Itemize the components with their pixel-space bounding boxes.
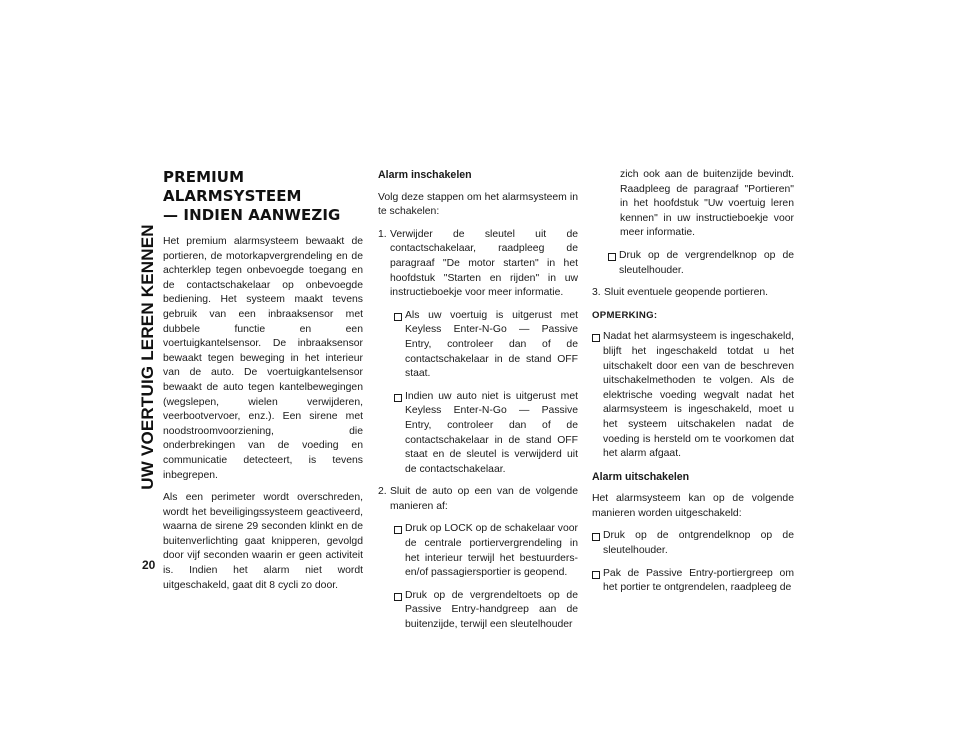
column-right [592, 168, 794, 604]
checkbox-bullet-icon [394, 593, 402, 601]
step-2-bullet-2 [394, 589, 578, 633]
step-text: Sluit eventuele geopende portieren. [604, 287, 769, 299]
page-number: 20 [142, 558, 156, 572]
step-2-bullet-3 [608, 249, 794, 278]
step-number: 1. [378, 228, 387, 240]
step-1-bullet-2 [394, 390, 578, 478]
bullet-text: Pak de Passive Entry-portiergreep om het portier te ontgrendelen, raadpleeg de [603, 567, 794, 594]
checkbox-bullet-icon [394, 394, 402, 402]
step-text: Sluit de auto op een van de volgende manieren af: [390, 486, 578, 512]
step-1-bullet-1 [394, 309, 578, 382]
note-bullet [592, 330, 794, 461]
disarm-bullet-1 [592, 529, 794, 558]
bullet-text: Druk op de vergrendelknop op de sleutelhouder. [619, 249, 794, 276]
column-middle [378, 168, 578, 641]
arm-alarm-heading: Alarm inschakelen [378, 169, 472, 181]
section-title [163, 168, 363, 225]
step-2 [378, 485, 578, 514]
step-2-bullet-1 [394, 522, 578, 580]
checkbox-bullet-icon [608, 253, 616, 261]
checkbox-bullet-icon [592, 571, 600, 579]
note-label: OPMERKING: [592, 309, 658, 321]
checkbox-bullet-icon [592, 334, 600, 342]
bullet-text: Druk op de vergrendeltoets op de Passive Entry-handgreep aan de buitenzijde, terwijl een sleutelhouder [405, 589, 578, 631]
checkbox-bullet-icon [592, 533, 600, 541]
section-title-line-1: PREMIUM ALARMSYSTEEM [163, 168, 302, 205]
intro-paragraph: Het premium alarmsysteem bewaakt de portieren, de motorkapvergrendeling en de achterklep tegen onbevoegde toegang en de contactschakelaar op onbevoegde bediening. Het systeem maakt tevens gebruik van een inbraaksensor met dubbele functie en een voertuigkantelsensor. De inbraaksensor bewaakt tegen beweging in het interieur van de auto. De voertuigkantelsensor bewaakt de auto tegen kantelbewegingen (wegslepen, wielen verwijderen, veerbootvervoer, enz.). Een sirene met noodstroomvoorziening, die onderbrekingen van de voeding en communicatie detecteert, is tevens inbegrepen. [163, 236, 363, 481]
disarm-intro: Het alarmsysteem kan op de volgende manieren worden uitgeschakeld: [592, 493, 794, 519]
step-1 [378, 228, 578, 301]
bullet-text: Nadat het alarmsysteem is ingeschakeld, blijft het ingeschakeld totdat u het uitschakelt door een van de beschreven uitschakelmethoden te volgen. Als de elektrische voeding wegvalt nadat het alarmsysteem is ingeschakeld, moet u het systeem uitschakelen nadat de voeding is hersteld om te voorkomen dat het alarm afgaat. [603, 331, 794, 460]
perimeter-paragraph: Als een perimeter wordt overschreden, wordt het beveiligingssysteem geactiveerd, waarna de sirene 29 seconden klinkt en de buitenverlichting gaat knipperen, gevolgd door vijf seconden waarin er geen activiteit is. Indien het alarm niet wordt uitgeschakeld, gaat dit 8 cycli zo door. [163, 492, 363, 591]
checkbox-bullet-icon [394, 526, 402, 534]
continued-bullet-text: zich ook aan de buitenzijde bevindt. Raadpleeg de paragraaf "Portieren" in het hoofdstuk "Uw voertuig leren kennen" in uw instructieboekje voor meer informatie. [620, 169, 794, 239]
disarm-bullet-2 [592, 567, 794, 596]
chapter-title-vertical: UW VOERTUIG LEREN KENNEN [138, 224, 157, 490]
bullet-text: Druk op de ontgrendelknop op de sleutelhouder. [603, 530, 794, 557]
bullet-text: Als uw voertuig is uitgerust met Keyless Enter-N-Go — Passive Entry, controleer dan of de contactschakelaar in de stand OFF staat. [405, 309, 578, 380]
step-number: 3. [592, 287, 601, 299]
arm-intro: Volg deze stappen om het alarmsysteem in te schakelen: [378, 191, 578, 218]
bullet-text: Druk op LOCK op de schakelaar voor de centrale portiervergrendeling in het interieur terwijl het bestuurders- en/of passagiersportier is geopend. [405, 523, 578, 579]
step-text: Verwijder de sleutel uit de contactschakelaar, raadpleeg de paragraaf "De motor starten" in het hoofdstuk "Starten en rijden" in uw instructieboekje voor meer informatie. [390, 228, 578, 299]
step-3 [592, 286, 794, 301]
column-left [163, 168, 363, 601]
checkbox-bullet-icon [394, 313, 402, 321]
step-number: 2. [378, 486, 387, 498]
bullet-text: Indien uw auto niet is uitgerust met Keyless Enter-N-Go — Passive Entry, controleer dan of de contactschakelaar in de stand OFF staat en de sleutel is verwijderd uit de contactschakelaar. [405, 390, 578, 475]
section-title-line-2: — INDIEN AANWEZIG [163, 206, 341, 224]
disarm-alarm-heading: Alarm uitschakelen [592, 470, 690, 483]
